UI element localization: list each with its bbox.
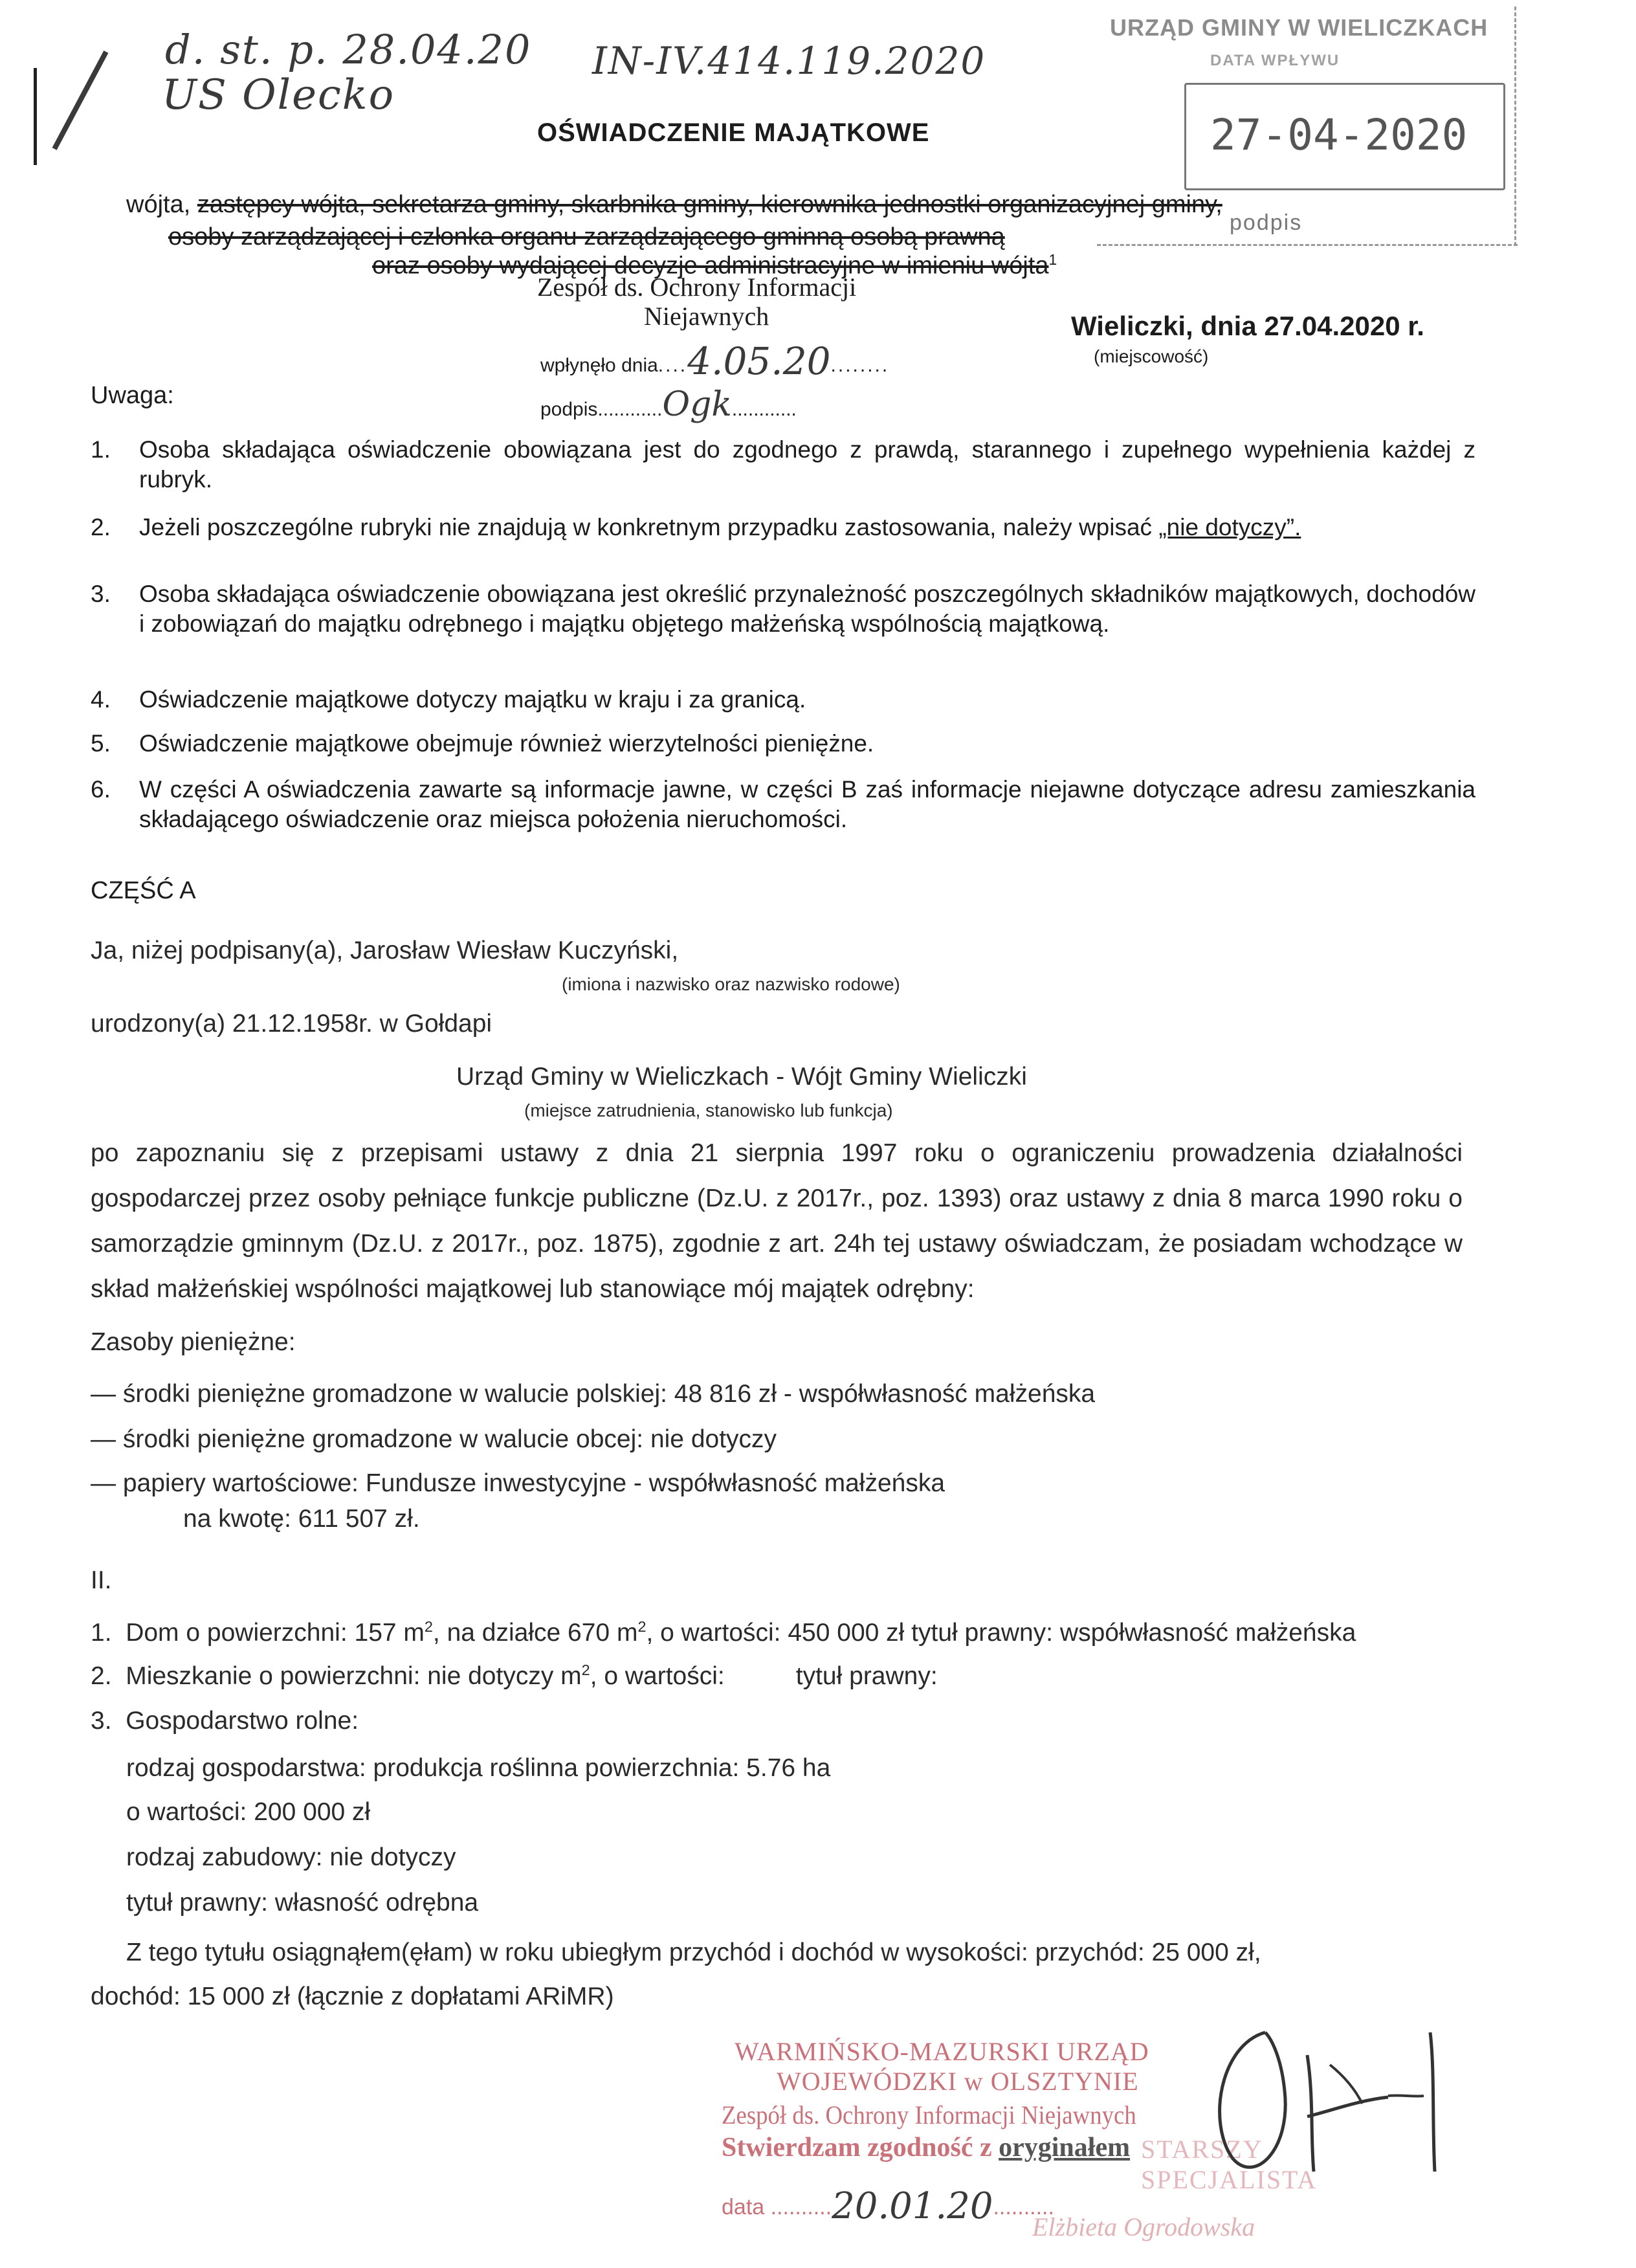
property-item-apartment (91, 1662, 938, 1691)
classified-info-stamp (518, 272, 932, 434)
declarant-name: Ja, niżej podpisany(a), Jarosław Wiesław Kuczyński, (91, 937, 679, 964)
role-prefix: wójta, (126, 191, 191, 218)
stamp-date-label: data (722, 2195, 765, 2219)
received-label: wpłynęło dnia (540, 355, 658, 376)
stamp-text: Stwierdzam zgodność z (722, 2133, 992, 2162)
note-number: 4. (91, 686, 111, 713)
item-text: Dom o powierzchni: 157 m (126, 1619, 425, 1647)
handwritten-reference-number: IN-IV.414.119.2020 (592, 39, 986, 83)
item-number: 2. (91, 1662, 112, 1690)
employer-hint: (miejsce zatrudnienia, stanowisko lub funkcja) (524, 1100, 893, 1120)
note-number: 2. (91, 514, 111, 540)
stamp-line: Zespół ds. Ochrony Informacji Niejawnych (722, 2100, 1136, 2129)
note-number: 5. (91, 730, 111, 757)
note-text: Osoba składająca oświadczenie obowiązana jest określić przynależność poszczególnych składników majątkowych, dochodów i zobowiązań do majątku odrębnego i majątku objętego małżeńską wspólnością majątkową. (139, 581, 1476, 637)
stamp-border (1097, 244, 1518, 246)
money-item: — papiery wartościowe: Fundusze inwestycyjne - współwłasność małżeńska (91, 1469, 945, 1497)
note-text: Oświadczenie majątkowe obejmuje również wierzytelności pieniężne. (139, 730, 874, 757)
margin-mark (34, 68, 37, 165)
employer: Urząd Gminy w Wieliczkach - Wójt Gminy Wieliczki (456, 1063, 1027, 1091)
farm-income: Z tego tytułu osiągnąłem(ęłam) w roku ubiegłym przychód i dochód w wysokości: przychód: 25 000 zł, (126, 1939, 1261, 1966)
handwritten-slash (52, 50, 109, 150)
role-line-1 (126, 191, 1222, 219)
stamp-text: oryginałem (999, 2133, 1131, 2162)
stamp-line: Zespół ds. Ochrony Informacji (537, 272, 857, 302)
property-item-house (91, 1618, 1356, 1647)
note-item (91, 775, 1476, 834)
note-number: 3. (91, 581, 111, 607)
note-text: W części A oświadczenia zawarte są informacje jawne, w części B zaś informacje niejawne dotyczące adresu zamieszkania składającego oświadczenie oraz miejsca położenia nieruchomości. (139, 776, 1476, 832)
note-text (139, 513, 1476, 542)
stamp-certify-line (722, 2132, 1130, 2163)
money-item: — środki pieniężne gromadzone w walucie polskiej: 48 816 zł - współwłasność małżeńska (91, 1380, 1096, 1408)
stamp-line: WOJEWÓDZKI w OLSZTYNIE (777, 2067, 1139, 2096)
role-line-2: osoby zarządzającej i członka organu zarządzającego gminną osobą prawną (168, 223, 1005, 250)
handwritten-note-date: d. st. p. 28.04.20 (165, 26, 532, 73)
note-item (91, 513, 1476, 542)
item-text: tytuł prawny: (795, 1662, 938, 1690)
role-struck-text: zastępcy wójta, sekretarza gminy, skarbnika gminy, kierownika jednostki organizacyjnej gminy, (197, 191, 1222, 218)
note-item (91, 729, 1476, 759)
superscript: 2 (424, 1618, 433, 1635)
stamp-officer-title: STARSZY SPECJALISTA (1141, 2135, 1318, 2194)
item-number: 1. (91, 1619, 112, 1647)
handwritten-note-office: US Olecko (162, 71, 395, 119)
signature-label: podpis (540, 399, 598, 420)
note-item (91, 685, 1476, 715)
farm-type: rodzaj gospodarstwa: produkcja roślinna powierzchnia: 5.76 ha (126, 1754, 831, 1782)
stamp-signature-label: podpis (1230, 210, 1303, 235)
birth-info: urodzony(a) 21.12.1958r. w Gołdapi (91, 1010, 492, 1038)
money-heading: Zasoby pieniężne: (91, 1328, 296, 1356)
superscript: 2 (637, 1618, 647, 1635)
place-hint: (miejscowość) (1094, 346, 1209, 366)
item-text: , na działce 670 m (432, 1619, 638, 1647)
handwritten-signature (1194, 2019, 1466, 2188)
signature-value: Ogk (662, 385, 732, 424)
place-and-date: Wieliczki, dnia 27.04.2020 r. (1071, 311, 1424, 341)
note-text: Oświadczenie majątkowe dotyczy majątku w kraju i za granicą. (139, 686, 806, 713)
item-text: Gospodarstwo rolne: (126, 1707, 359, 1735)
stamp-office-name: URZĄD GMINY W WIELICZKACH (1110, 14, 1488, 41)
notes-heading: Uwaga: (91, 382, 174, 409)
stamp-label: DATA WPŁYWU (1210, 52, 1340, 69)
farm-buildings: rodzaj zabudowy: nie dotyczy (126, 1843, 456, 1871)
item-text: Mieszkanie o powierzchni: nie dotyczy m (126, 1662, 582, 1690)
legal-declaration: po zapoznaniu się z przepisami ustawy z dnia 21 sierpnia 1997 roku o ograniczeniu prowadzenia działalności gospodarczej przez osoby pełniące funkcje publiczne (Dz.U. z 2017r., poz. 1393) oraz ustawy z dnia 8 marca 1990 roku o samorządzie gminnym (Dz.U. z 2017r., poz. 1875), zgodnie z art. 24h tej ustawy oświadczam, że posiadam wchodzące w skład małżeńskiej wspólności majątkowej lub stanowiące mój majątek odrębny: (91, 1139, 1463, 1303)
item-text: , o wartości: 450 000 zł tytuł prawny: współwłasność małżeńska (646, 1619, 1356, 1647)
section-ii-heading: II. (91, 1566, 112, 1594)
declarant-hint: (imiona i nazwisko oraz nazwisko rodowe) (562, 974, 900, 994)
stamp-date-value: 20.01.20 (832, 2185, 993, 2227)
document-title: OŚWIADCZENIE MAJĄTKOWE (537, 118, 930, 147)
money-item: — środki pieniężne gromadzone w walucie obcej: nie dotyczy (91, 1425, 777, 1453)
stamp-date: 27-04-2020 (1210, 110, 1468, 160)
note-text-part: Jeżeli poszczególne rubryki nie znajdują w konkretnym przypadku zastosowania, należy wpisać (139, 514, 1159, 540)
role-struck-text: oraz osoby wydającej decyzje administracyjne w imieniu wójta (372, 252, 1049, 280)
property-item-farm (91, 1707, 359, 1735)
stamp-line: WARMIŃSKO-MAZURSKI URZĄD (735, 2037, 1149, 2066)
stamp-border (1514, 6, 1516, 246)
part-a-heading: CZĘŚĆ A (91, 877, 196, 904)
stamp-line: Niejawnych (644, 302, 769, 331)
item-text: , o wartości: (590, 1662, 725, 1690)
superscript: 2 (581, 1662, 590, 1678)
farm-income-continued: dochód: 15 000 zł (łącznie z dopłatami ARiMR) (91, 1983, 614, 2010)
stamp-signature: podpis............Ogk............ (540, 385, 797, 424)
farm-value: o wartości: 200 000 zł (126, 1798, 371, 1826)
received-value: 4.05.20 (687, 339, 831, 383)
note-text: Osoba składająca oświadczenie obowiązana jest do zgodnego z prawdą, starannego i zupełnego wypełnienia każdej z rubryk. (139, 436, 1476, 493)
note-number: 6. (91, 776, 111, 803)
stamp-date: data ..........20.01.20.......... (722, 2185, 1054, 2227)
note-item (91, 435, 1476, 495)
stamp-officer-name: Elżbieta Ogrodowska (1032, 2212, 1255, 2241)
item-number: 3. (91, 1707, 112, 1735)
note-underlined: „nie dotyczy”. (1158, 514, 1301, 540)
farm-legal-title: tytuł prawny: własność odrębna (126, 1889, 479, 1917)
note-item (91, 579, 1476, 639)
stamp-received-date: wpłynęło dnia....4.05.20........ (540, 339, 890, 383)
note-number: 1. (91, 436, 111, 463)
securities-amount: na kwotę: 611 507 zł. (183, 1505, 420, 1533)
footnote-marker: 1 (1048, 251, 1057, 268)
